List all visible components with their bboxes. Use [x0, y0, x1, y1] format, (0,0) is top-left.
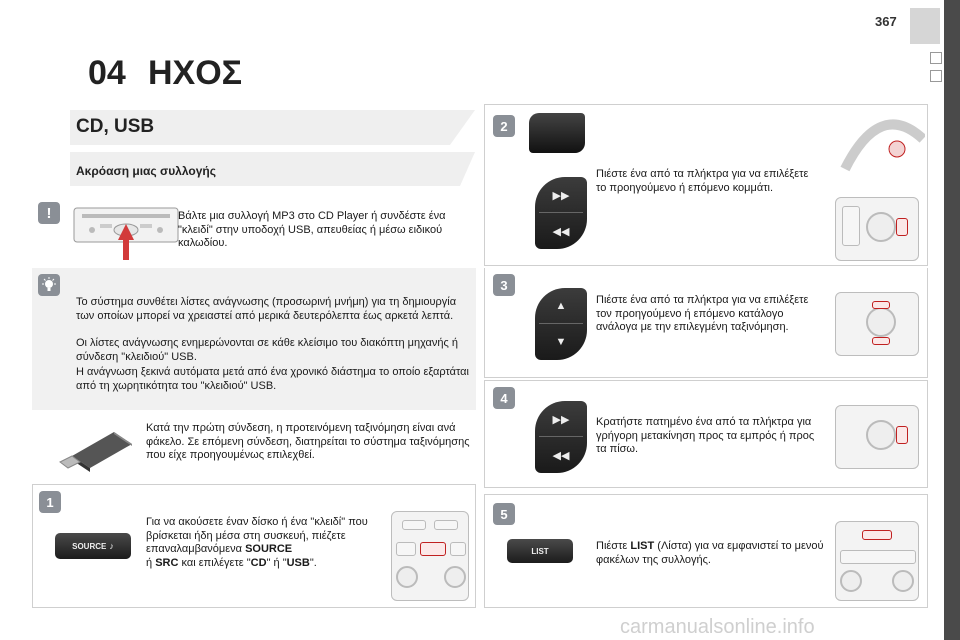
side-checkbox — [930, 70, 942, 82]
step1-text-a: Για να ακούσετε έναν δίσκο ή ένα "κλειδί" που βρίσκεται ήδη μέσα στη συσκευή, πιέζετε επαναλαμβανόμενα — [146, 516, 368, 555]
dash-button — [402, 520, 426, 530]
fast-rewind-button[interactable]: ◀◀ — [552, 449, 570, 462]
list-button[interactable] — [507, 539, 573, 563]
side-checkbox — [930, 52, 942, 64]
step5-text-b: (Λίστα) για να εμφανιστεί το μενού φακέλων της συλλογής. — [596, 540, 824, 566]
tip-paragraph-1: Το σύστημα συνθέτει λίστες ανάγνωσης (προσωρινή μνήμη) για τη δημιουργία των οποίων μπορεί να χρειαστεί από μερικά δευτερόλεπτα έως αρκετά λεπτά. — [76, 296, 457, 322]
dash-button — [396, 542, 416, 556]
radio-cd-illustration — [72, 200, 182, 264]
step-5-badge: 5 — [493, 503, 515, 525]
track-rocker — [535, 177, 587, 249]
section-title: CD, USB — [76, 116, 155, 137]
previous-folder-button[interactable]: ▲ — [555, 300, 567, 312]
dash-knob — [892, 570, 914, 592]
step1-text-d: " ή " — [266, 556, 287, 569]
radio-panel-illustration — [391, 511, 469, 601]
dash-highlight — [872, 337, 890, 345]
dash-button — [434, 520, 458, 530]
radio-panel-illustration — [835, 405, 919, 469]
fast-seek-rocker — [535, 401, 587, 473]
source-button-label: SOURCE — [72, 541, 107, 551]
page-corner-tab — [910, 8, 940, 44]
warning-text: Βάλτε μια συλλογή MP3 στο CD Player ή συνδέστε ένα "κλειδί" στην υποδοχή USB, απευθείας ή μέσω ειδικού καλωδίου. — [178, 210, 446, 249]
dash-highlight — [896, 218, 908, 236]
step4-text: Κρατήστε πατημένο ένα από τα πλήκτρα για γρήγορη μετακίνηση προς τα εμπρός ή προς τα πίσω. — [596, 416, 815, 455]
radio-panel-illustration — [835, 292, 919, 356]
tip-paragraph-3: Η ανάγνωση ξεκινά αυτόματα μετά από ένα χρονικό διάστημα το οποίο εξαρτάται από τη χωρητικότητα του "κλειδιού" USB. — [76, 366, 469, 392]
step2-text: Πιέστε ένα από τα πλήκτρα για να επιλέξετε το προηγούμενο ή επόμενο κομμάτι. — [596, 168, 809, 194]
step-1-badge: 1 — [39, 491, 61, 513]
dash-source-highlight — [420, 542, 446, 556]
dash-button — [842, 206, 860, 246]
step1-src: SRC — [155, 556, 179, 569]
dash-knob — [444, 566, 466, 588]
chapter-number: 04 — [88, 54, 126, 92]
usb-text: Κατά την πρώτη σύνδεση, η προτεινόμενη ταξινόμηση είναι ανά φάκελο. Σε επόμενη σύνδεση, διατηρείται το σύστημα ταξινόμησης που είχε προηγουμένως επιλεχθεί. — [146, 422, 470, 461]
dash-highlight — [896, 426, 908, 444]
dash-knob — [866, 420, 896, 450]
warning-icon: ! — [38, 202, 60, 224]
previous-track-button[interactable]: ◀◀ — [552, 225, 570, 238]
radio-panel-illustration — [835, 197, 919, 261]
step5-text-a: Πιέστε — [596, 540, 631, 552]
watermark: carmanualsonline.info — [620, 616, 815, 638]
note-icon: ♪ — [109, 541, 114, 551]
radio-panel-illustration — [835, 521, 919, 601]
step1-usb: USB — [286, 556, 310, 569]
page-number: 367 — [875, 14, 897, 29]
list-button-label: LIST — [531, 546, 549, 556]
side-bar — [944, 0, 960, 640]
header-bands — [60, 100, 480, 200]
dash-knob — [396, 566, 418, 588]
step1-cd: CD — [250, 556, 267, 569]
step-4-badge: 4 — [493, 387, 515, 409]
step1-text-b: ή — [146, 556, 156, 569]
chapter-title: ΗΧΟΣ — [148, 54, 243, 92]
section-subheading: Ακρόαση μιας συλλογής — [76, 164, 216, 178]
lightbulb-icon — [38, 274, 60, 296]
steering-wheel-illustration — [835, 109, 925, 179]
step1-text-c: και επιλέγετε " — [178, 556, 251, 569]
step1-text — [146, 516, 382, 570]
next-folder-button[interactable]: ▼ — [555, 336, 567, 348]
steering-control-illustration — [529, 113, 585, 153]
source-button[interactable] — [55, 533, 131, 559]
dash-button — [450, 542, 466, 556]
step1-source: SOURCE — [245, 543, 293, 555]
fast-forward-button[interactable]: ▶▶ — [552, 413, 570, 426]
tip-paragraph-2: Οι λίστες ανάγνωσης ενημερώνονται σε κάθε κλείσιμο του διακόπτη μηχανής ή σύνδεση "κλειδιού" USB. — [76, 337, 459, 363]
step5-text — [596, 540, 832, 567]
step1-text-e: ". — [309, 556, 317, 569]
step-2-badge: 2 — [493, 115, 515, 137]
next-track-button[interactable]: ▶▶ — [552, 189, 570, 202]
dash-highlight — [872, 301, 890, 309]
dash-knob — [866, 212, 896, 242]
dash-knob — [840, 570, 862, 592]
step5-list: LIST — [630, 540, 655, 552]
dash-button — [840, 550, 916, 564]
step-3-badge: 3 — [493, 274, 515, 296]
dash-knob — [866, 307, 896, 337]
usb-key-illustration — [58, 426, 138, 474]
step3-text: Πιέστε ένα από τα πλήκτρα για να επιλέξετε τον προηγούμενο ή επόμενο κατάλογο ανάλογα με την επιλεγμένη ταξινόμηση. — [596, 294, 809, 333]
dash-list-highlight — [862, 530, 892, 540]
folder-rocker — [535, 288, 587, 360]
